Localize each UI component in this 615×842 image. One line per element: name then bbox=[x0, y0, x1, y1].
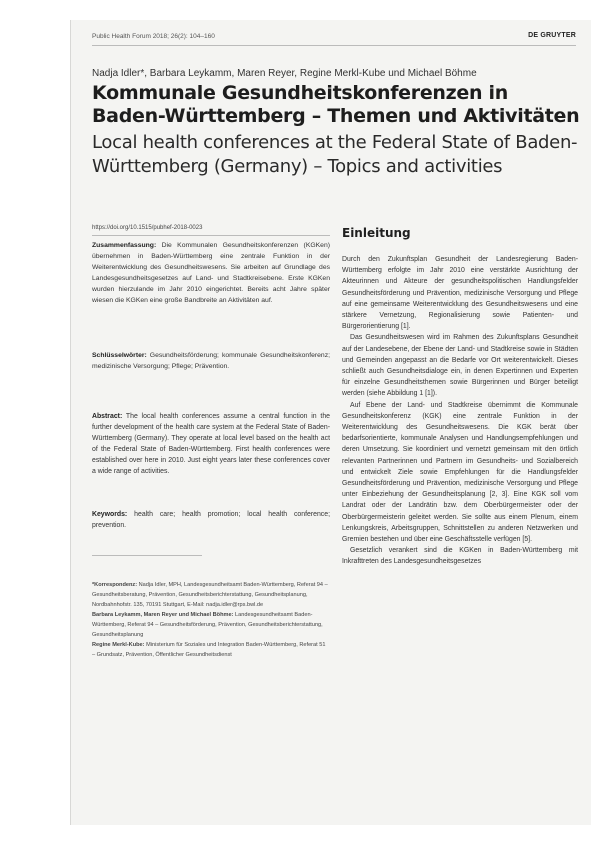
publisher-logo: DE GRUYTER bbox=[528, 32, 576, 39]
body-paragraph: Gesetzlich verankert sind die KGKen in Baden-Württemberg mit Inkrafttreten des Landesgesundheitsgesetzes bbox=[342, 547, 578, 566]
merkl-note bbox=[92, 640, 330, 660]
merkl-name: Regine Merkl-Kube: bbox=[92, 642, 145, 648]
coauthors-affiliation: Landesgesundheitsamt Baden-Württemberg, Referat 94 – Gesundheitsförderung, Prävention, Gesundheitsberichterstattung, Gesundheitsplanung bbox=[92, 612, 323, 638]
body-paragraph: Auf Ebene der Land- und Stadtkreise übernimmt die Kommunale Gesundheitskonferenz (KGK) eine zentrale Funktion in der Weiterentwicklung des Gesundheitswesens. Die KGK berät über bedarfsorientierte, kommunale Analysen und Handlungsempfehlungen und deren Umsetzung. Sie koordiniert und vernetzt gemeinsam mit den örtlich relevanten Partnerinnen und Partnern im Gesundheits- und Sozialbereich und entwickelt Ziele sowie Empfehlungen für die Handlungsfelder Gesundheitsförderung und Prävention, medizinische Versorgung und Pflege unter Einbeziehung der Gesundheitsplanung [2, 3]. Eine KGK soll vom Landrat oder der Landrätin bzw. dem Oberbürgermeister oder der Oberbürgermeisterin geleitet werden. Sie sollte aus einem Plenum, einem Lenkungskreis, Arbeitsgruppen, Schnittstellen zu anderen Netzwerken und Gremien bestehen und über eine Geschäftsstelle verfügen [5]. bbox=[342, 401, 578, 544]
doi-rule bbox=[92, 235, 330, 236]
correspondence-note bbox=[92, 580, 330, 610]
abstract-english-text: The local health conferences assume a central function in the further development of the health care system at the Federal State of Baden-Württemberg (Germany). They operate at local level based on the health act of the Federal State of Baden-Württemberg. First health conferences were established over here in 2010. Just eight years later these conferences cover a wide range of activities. bbox=[92, 413, 330, 475]
keywords-german-text: Gesundheitsförderung; kommunale Gesundheitskonferenz; medizinische Versorgung; Pflege; Prävention. bbox=[92, 352, 330, 370]
header-rule bbox=[92, 45, 576, 46]
journal-citation: Public Health Forum 2018; 26(2): 104–160 bbox=[92, 33, 215, 40]
abstract-english bbox=[92, 411, 330, 477]
body-text bbox=[342, 254, 578, 568]
keywords-english bbox=[92, 509, 330, 531]
section-heading-introduction: Einleitung bbox=[342, 226, 411, 240]
body-paragraph: Das Gesundheitswesen wird im Rahmen des Zukunftsplans Gesundheit auf der Landesebene, der Ebene der Land- und Stadtkreise sowie in Städten und Gemeinden angepasst an die Bedarfe vor Ort weiterentwickelt. Dieses schließt auch Gesundheitsdialoge ein, in denen Expertinnen und Experten für einzelne Gesundheitsthemen sowie Bürgerinnen und Bürger beteiligt werden (siehe Abbildung 1 [1]). bbox=[342, 334, 578, 398]
abstract-german-text: Die Kommunalen Gesundheitskonferenzen (KGKen) übernehmen in Baden-Württemberg eine zentrale Funktion in der Weiterentwicklung des Gesundheitswesens. Sie arbeiten auf Grundlage des Landesgesundheitsgesetzes auf Land- und Stadtkreisebene. Erste KGKen wurden hierzulande im Jahr 2010 eingerichtet. Bereits acht Jahre später wiesen die KGKen eine große Bandbreite an Aktivitäten auf. bbox=[92, 242, 330, 304]
body-paragraph: Durch den Zukunftsplan Gesundheit der Landesregierung Baden-Württemberg erfolgte im Jahr 2010 eine verstärkte Ausrichtung der Akteurinnen und Akteure der gesundheitspolitischen Handlungsfelder Gesundheitsförderung und Prävention, medizinische Versorgung und Pflege auf eine gemeinsame Weiterentwicklung des Gesundheitswesens und eine stärkere Vernetzung, Regionalisierung sowie Patienten- und Bürgerorientierung [1]. bbox=[342, 256, 578, 331]
keywords-english-text: health care; health promotion; local health conference; prevention. bbox=[92, 511, 330, 529]
title-german: Kommunale Gesundheitskonferenzen in Baden-Württemberg – Themen und Aktivitäten bbox=[92, 82, 580, 127]
abstract-german-label: Zusammenfassung: bbox=[92, 242, 157, 249]
doi-link[interactable]: https://doi.org/10.1515/pubhef-2018-0023 bbox=[92, 225, 203, 231]
abstract-english-label: Abstract: bbox=[92, 413, 123, 420]
correspondence-label: *Korrespondenz: bbox=[92, 582, 138, 588]
coauthors-names: Barbara Leykamm, Maren Reyer und Michael Böhme: bbox=[92, 612, 234, 618]
email-address[interactable]: nadja.idler@rps.bwl.de bbox=[206, 602, 264, 608]
keywords-english-label: Keywords: bbox=[92, 511, 128, 518]
correspondence-text: Nadja Idler, MPH, Landesgesundheitsamt Baden-Württemberg, Referat 94 – Gesundheitsberatung, Prävention, Gesundheitsberichterstattung, Gesundheitsplanung, Nordbahnhofstr. 135, 70191 Stuttgart, bbox=[92, 582, 328, 608]
author-notes bbox=[92, 580, 330, 660]
title-english: Local health conferences at the Federal State of Baden-Württemberg (Germany) – Topics and activities bbox=[92, 132, 578, 177]
keywords-german-label: Schlüsselwörter: bbox=[92, 352, 147, 359]
author-list: Nadja Idler*, Barbara Leykamm, Maren Reyer, Regine Merkl-Kube und Michael Böhme bbox=[92, 68, 477, 79]
email-label: E-Mail: bbox=[187, 602, 205, 608]
coauthors-note bbox=[92, 610, 330, 640]
keywords-german bbox=[92, 350, 330, 372]
running-head bbox=[92, 33, 576, 40]
footnote-rule bbox=[92, 555, 202, 556]
merkl-affiliation: Ministerium für Soziales und Integration Baden-Württemberg, Referat 51 – Grundsatz, Prävention, Öffentlicher Gesundheitsdienst bbox=[92, 642, 326, 658]
abstract-german bbox=[92, 240, 330, 306]
